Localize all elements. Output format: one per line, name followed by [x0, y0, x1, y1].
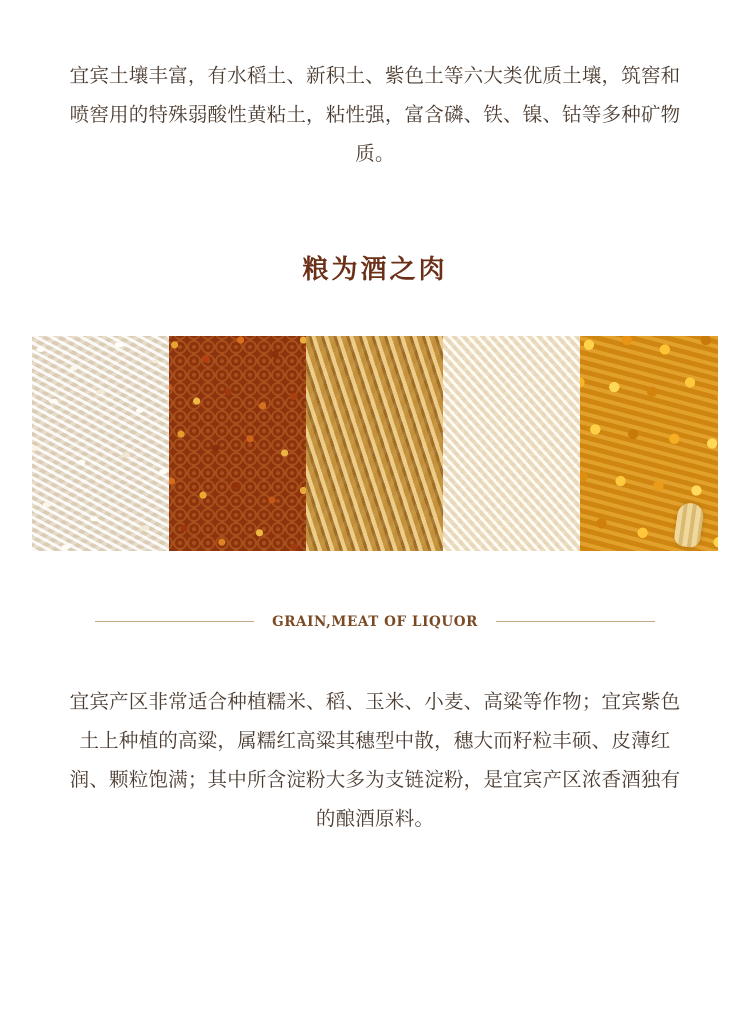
grain-panel-red-sorghum	[169, 336, 306, 551]
grain-image-strip	[32, 336, 718, 551]
red-sorghum-texture	[169, 336, 306, 551]
body-paragraph: 宜宾产区非常适合种植糯米、稻、玉米、小麦、高粱等作物；宜宾紫色土上种植的高粱，属糯红高粱其穗型中散，穗大而籽粒丰硕、皮薄红润、颗粒饱满；其中所含淀粉大多为支链淀粉，是宜宾产区浓香酒独有的酿酒原料。	[69, 689, 681, 830]
english-caption-row	[0, 614, 750, 630]
grain-panel-rice	[443, 336, 580, 551]
grain-panel-corn	[580, 336, 718, 551]
glutinous-rice-texture	[32, 336, 169, 551]
grain-panel-glutinous-rice	[32, 336, 169, 551]
article-page	[0, 20, 750, 1029]
english-caption: GRAIN,MEAT OF LIQUOR	[272, 613, 478, 630]
wheat-texture	[306, 336, 443, 551]
rice-texture	[443, 336, 580, 551]
grain-panel-wheat	[306, 336, 443, 551]
caption-rule-left	[95, 621, 254, 622]
caption-rule-right	[496, 621, 655, 622]
section-heading: 粮为酒之肉	[302, 254, 448, 285]
intro-paragraph: 宜宾土壤丰富，有水稻土、新积土、紫色土等六大类优质土壤，筑窖和喷窖用的特殊弱酸性黄粘土，粘性强，富含磷、铁、镍、钴等多种矿物质。	[69, 63, 681, 165]
